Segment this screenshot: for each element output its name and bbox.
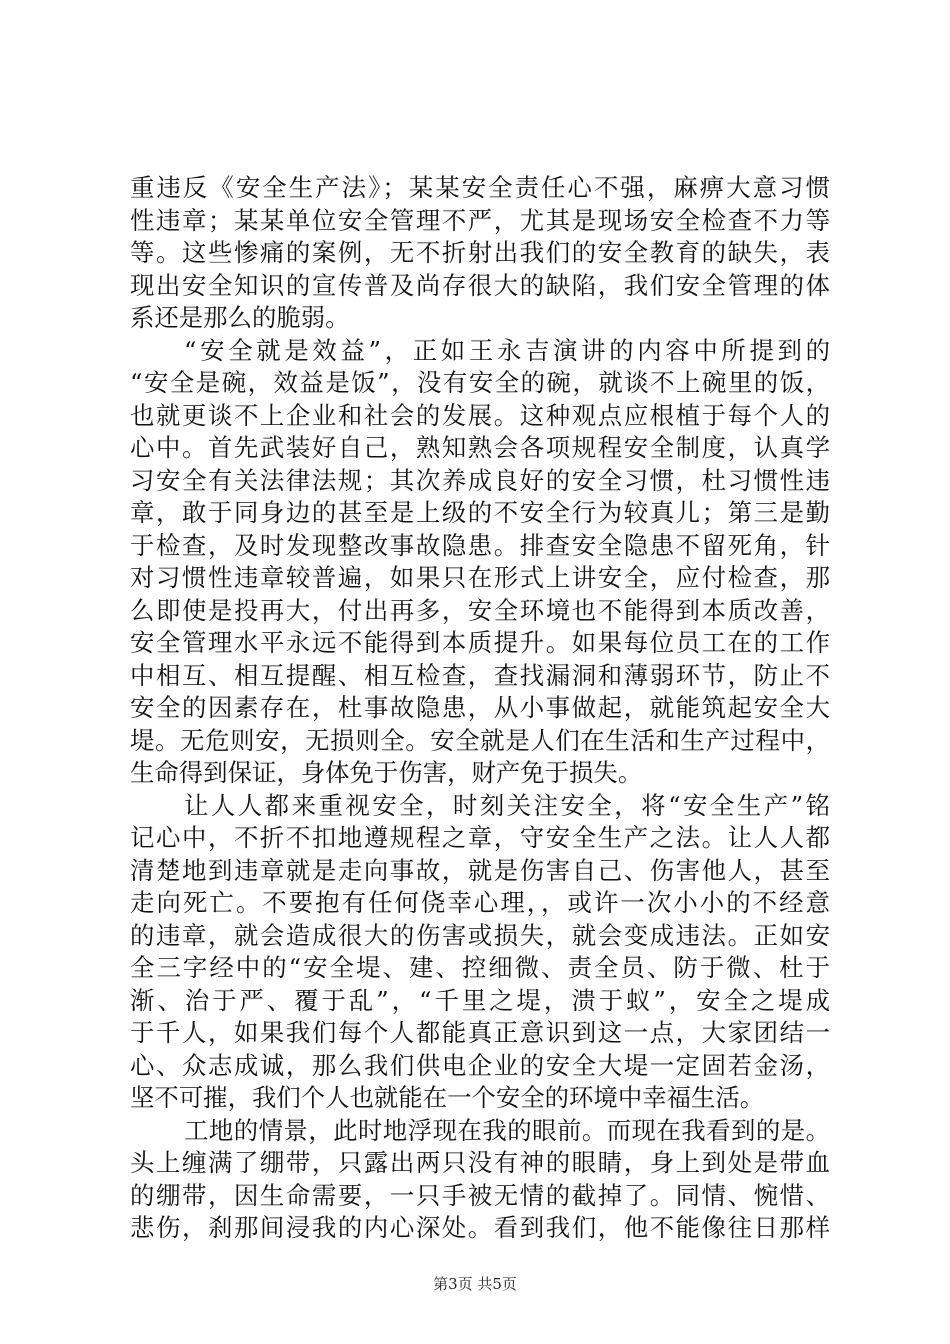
text-line: 悲伤，刹那间浸我的内心深处。看到我们，他不能像往日那样 [130, 1213, 830, 1242]
text-line: 重违反《安全生产法》；某某安全责任心不强，麻痹大意习惯 [130, 173, 830, 202]
text-line: 中相互、相互提醒、相互检查，查找漏洞和薄弱环节，防止不 [130, 660, 830, 690]
paragraph [130, 790, 830, 1115]
text-line: 记心中，不折不扣地遵规程之章，守安全生产之法。让人人都 [130, 823, 830, 852]
text-line: 于检查，及时发现整改事故隐患。排查安全隐患不留死角，针 [130, 530, 830, 560]
text-line: 习安全有关法律法规；其次养成良好的安全习惯，杜习惯性违 [130, 465, 830, 495]
text-line: 渐、治于严、覆于乱”，“千里之堤，溃于蚁”，安全之堤成 [130, 985, 830, 1015]
text-line: 章，敢于同身边的甚至是上级的不安全行为较真儿；第三是勤 [130, 498, 830, 527]
text-line: 安全的因素存在，杜事故隐患，从小事做起，就能筑起安全大 [130, 693, 830, 722]
text-line: 性违章；某某单位安全管理不严，尤其是现场安全检查不力等 [130, 205, 830, 235]
text-line: 么即使是投再大，付出再多，安全环境也不能得到本质改善， [130, 595, 830, 625]
paragraph [130, 1115, 830, 1245]
text-line: 清楚地到违章就是走向事故，就是伤害自己、伤害他人，甚至 [130, 855, 830, 885]
text-line: 堤。无危则安，无损则全。安全就是人们在生活和生产过程中， [130, 725, 830, 755]
text-line: 头上缠满了绷带，只露出两只没有神的眼睛，身上到处是带血 [130, 1148, 830, 1177]
paragraph [130, 335, 830, 790]
text-line: 让人人都来重视安全，时刻关注安全，将“安全生产”铭 [184, 790, 830, 820]
text-line: 于千人，如果我们每个人都能真正意识到这一点，大家团结一 [130, 1018, 830, 1047]
text-line: 的绷带，因生命需要，一只手被无情的截掉了。同情、惋惜、 [130, 1180, 830, 1210]
text-line: 生命得到保证，身体免于伤害，财产免于损失。 [130, 758, 643, 787]
text-line: 全三字经中的“安全堤、建、控细微、责全员、防于微、杜于 [130, 953, 830, 982]
text-line: 也就更谈不上企业和社会的发展。这种观点应根植于每个人的 [130, 400, 830, 430]
text-line: 的违章，就会造成很大的伤害或损失，就会变成违法。正如安 [130, 920, 830, 950]
text-line: 走向死亡。不要抱有任何侥幸心理，，或许一次小小的不经意 [130, 888, 830, 917]
text-line: “安全是碗，效益是饭”，没有安全的碗，就谈不上碗里的饭， [130, 368, 830, 397]
text-line: 系还是那么的脆弱。 [130, 303, 350, 332]
text-line: “安全就是效益”，正如王永吉演讲的内容中所提到的 [184, 335, 830, 365]
text-line: 对习惯性违章较普遍，如果只在形式上讲安全，应付检查，那 [130, 563, 830, 592]
text-line: 工地的情景，此时地浮现在我的眼前。而现在我看到的是。 [184, 1115, 830, 1145]
text-line: 现出安全知识的宣传普及尚存很大的缺陷，我们安全管理的体 [130, 270, 830, 300]
paragraph [130, 172, 830, 335]
text-line: 心、众志成诚，那么我们供电企业的安全大堤一定固若金汤， [130, 1050, 830, 1080]
document-body [130, 172, 830, 1245]
text-line: 坚不可摧，我们个人也就能在一个安全的环境中幸福生活。 [130, 1083, 765, 1112]
text-line: 等。这些惨痛的案例，无不折射出我们的安全教育的缺失，表 [130, 238, 830, 267]
text-line: 心中。首先武装好自己，熟知熟会各项规程安全制度，认真学 [130, 433, 830, 462]
page-footer: 第3页 共5页 [433, 1275, 517, 1293]
text-line: 安全管理水平永远不能得到本质提升。如果每位员工在的工作 [130, 628, 830, 657]
